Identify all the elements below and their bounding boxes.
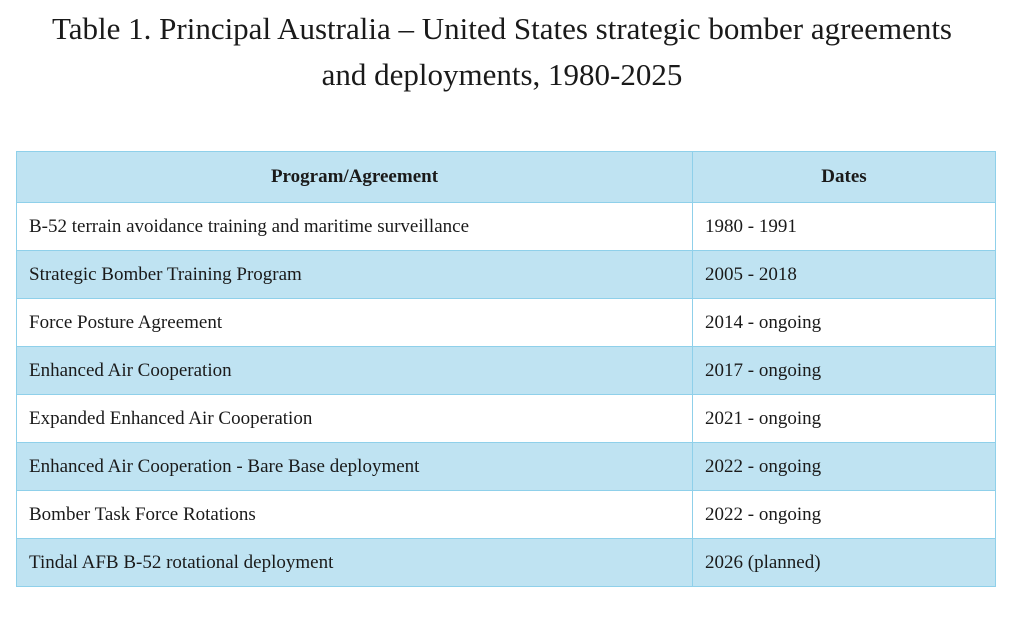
table-row <box>17 491 996 539</box>
table-body <box>17 203 996 587</box>
table-header <box>17 152 996 203</box>
program-cell: Tindal AFB B-52 rotational deployment <box>17 539 693 587</box>
table-row <box>17 299 996 347</box>
header-row <box>17 152 996 203</box>
table-title-line-2: and deployments, 1980-2025 <box>321 57 683 92</box>
dates-cell: 2014 - ongoing <box>693 299 996 347</box>
table-row <box>17 203 996 251</box>
dates-cell: 2005 - 2018 <box>693 251 996 299</box>
program-cell: B-52 terrain avoidance training and maritime surveillance <box>17 203 693 251</box>
table-row <box>17 251 996 299</box>
dates-cell: 2022 - ongoing <box>693 491 996 539</box>
program-cell: Enhanced Air Cooperation - Bare Base deployment <box>17 443 693 491</box>
dates-cell: 2017 - ongoing <box>693 347 996 395</box>
program-cell: Expanded Enhanced Air Cooperation <box>17 395 693 443</box>
table-row <box>17 395 996 443</box>
program-cell: Bomber Task Force Rotations <box>17 491 693 539</box>
table-title <box>0 6 1004 98</box>
program-cell: Enhanced Air Cooperation <box>17 347 693 395</box>
column-header-dates: Dates <box>693 152 996 203</box>
column-header-program: Program/Agreement <box>17 152 693 203</box>
table-row <box>17 347 996 395</box>
table-title-line-1: Table 1. Principal Australia – United States strategic bomber agreements <box>51 11 952 46</box>
dates-cell: 2026 (planned) <box>693 539 996 587</box>
dates-cell: 1980 - 1991 <box>693 203 996 251</box>
dates-cell: 2021 - ongoing <box>693 395 996 443</box>
program-cell: Force Posture Agreement <box>17 299 693 347</box>
bomber-agreements-table <box>16 151 996 587</box>
table-row <box>17 443 996 491</box>
table-row <box>17 539 996 587</box>
dates-cell: 2022 - ongoing <box>693 443 996 491</box>
program-cell: Strategic Bomber Training Program <box>17 251 693 299</box>
